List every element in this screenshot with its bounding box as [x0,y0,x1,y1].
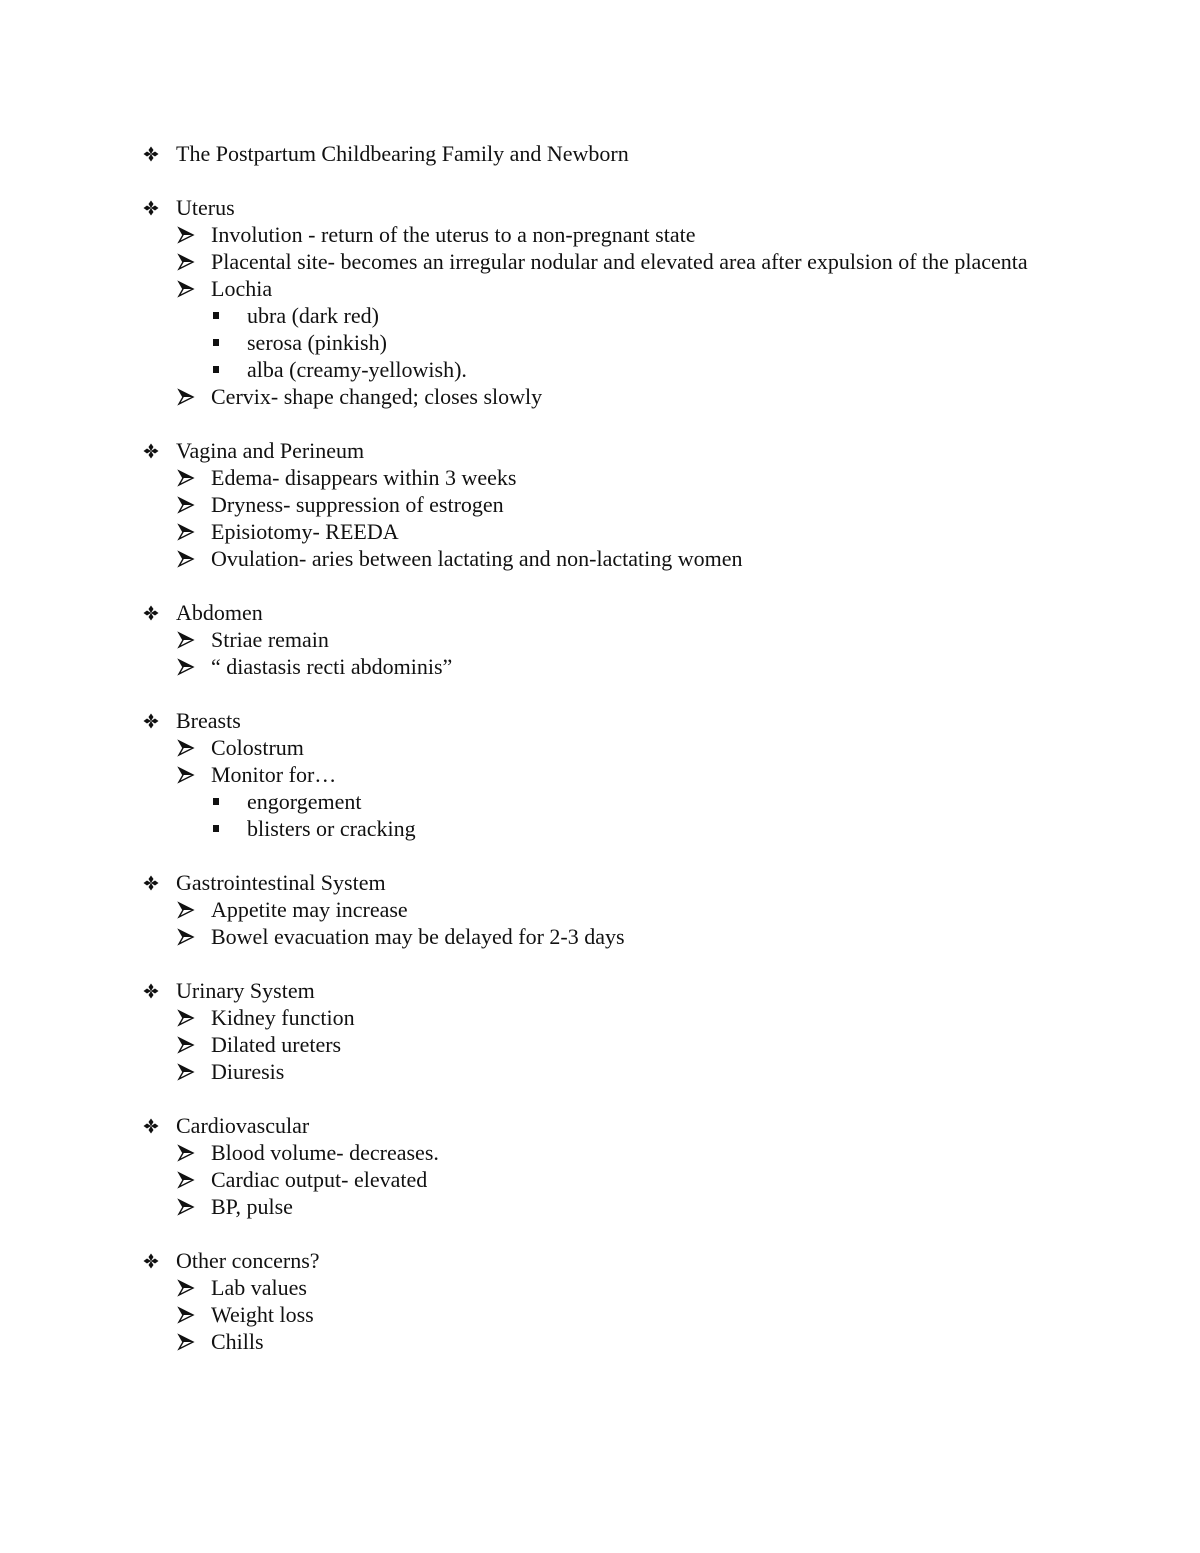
section-other-concerns [0,1247,1200,1355]
arrowhead-bullet-icon [177,518,195,545]
list-item [0,734,1031,761]
section-heading-line [0,1112,1200,1139]
section-heading-line [0,194,1200,221]
list-item [0,761,1031,788]
list-item [0,923,1031,950]
list-item [0,275,1031,302]
arrowhead-bullet-icon [177,1031,195,1058]
document-title-line [0,140,1200,167]
arrowhead-bullet-icon [177,1139,195,1166]
sub-list-item-text: serosa (pinkish) [247,330,387,355]
document-title: The Postpartum Childbearing Family and Newborn [176,141,629,166]
arrowhead-bullet-icon [177,626,195,653]
list-item-text: Cardiac output- elevated [211,1167,428,1192]
list-item-text: BP, pulse [211,1194,293,1219]
section-gastrointestinal-system [0,869,1200,950]
list-item [0,1301,1031,1328]
arrowhead-bullet-icon [177,248,195,275]
list-item [0,464,1031,491]
list-item [0,1058,1031,1085]
sub-list-item [0,815,1200,842]
list-item-text: Bowel evacuation may be delayed for 2-3 days [211,924,625,949]
sub-list-item-text: ubra (dark red) [247,303,379,328]
sub-list-item-text: alba (creamy-yellowish). [247,357,467,382]
list-item [0,383,1031,410]
title-section [0,140,1200,167]
square-bullet-icon [213,798,219,805]
section-uterus [0,194,1200,410]
arrowhead-bullet-icon [177,1004,195,1031]
arrowhead-bullet-icon [177,923,195,950]
diamond-bullet-icon [142,194,160,221]
section-heading: Urinary System [176,978,315,1003]
section-heading: Vagina and Perineum [176,438,365,463]
list-item-text: Edema- disappears within 3 weeks [211,465,517,490]
square-bullet-icon [213,339,219,346]
arrowhead-bullet-icon [177,761,195,788]
list-item-text: Dryness- suppression of estrogen [211,492,504,517]
arrowhead-bullet-icon [177,1274,195,1301]
arrowhead-bullet-icon [177,464,195,491]
diamond-bullet-icon [142,707,160,734]
list-item-text: Placental site- becomes an irregular nodular and elevated area after expulsion of the placenta [211,249,1028,274]
outline-list [0,140,1200,1382]
sub-list-item [0,302,1200,329]
list-item [0,1166,1031,1193]
arrowhead-bullet-icon [177,221,195,248]
section-urinary-system [0,977,1200,1085]
diamond-bullet-icon [142,437,160,464]
arrowhead-bullet-icon [177,275,195,302]
list-item-text: Lochia [211,276,273,301]
list-item [0,545,1031,572]
list-item-text: Episiotomy- REEDA [211,519,399,544]
list-item [0,1328,1031,1355]
arrowhead-bullet-icon [177,1301,195,1328]
list-item [0,1031,1031,1058]
list-item-text: “ diastasis recti abdominis” [211,654,453,679]
list-item [0,1004,1031,1031]
diamond-bullet-icon [142,1112,160,1139]
list-item-text: Kidney function [211,1005,355,1030]
arrowhead-bullet-icon [177,734,195,761]
list-item [0,1139,1031,1166]
list-item [0,221,1031,248]
list-item-text: Chills [211,1329,264,1354]
arrowhead-bullet-icon [177,491,195,518]
list-item [0,491,1031,518]
section-heading: Abdomen [176,600,263,625]
list-item [0,1193,1031,1220]
list-item-text: Colostrum [211,735,304,760]
square-bullet-icon [213,312,219,319]
list-item-text: Appetite may increase [211,897,408,922]
list-item-text: Ovulation- aries between lactating and non-lactating women [211,546,743,571]
section-heading-line [0,1247,1200,1274]
arrowhead-bullet-icon [177,653,195,680]
square-bullet-icon [213,366,219,373]
arrowhead-bullet-icon [177,896,195,923]
section-heading-line [0,437,1200,464]
section-heading: Cardiovascular [176,1113,310,1138]
section-heading-line [0,599,1200,626]
arrowhead-bullet-icon [177,383,195,410]
diamond-bullet-icon [142,140,160,167]
list-item [0,248,1031,275]
list-item-text: Lab values [211,1275,307,1300]
list-item [0,896,1031,923]
diamond-bullet-icon [142,977,160,1004]
arrowhead-bullet-icon [177,1328,195,1355]
section-heading: Uterus [176,195,235,220]
section-heading: Gastrointestinal System [176,870,386,895]
section-abdomen [0,599,1200,680]
section-heading-line [0,869,1200,896]
arrowhead-bullet-icon [177,1166,195,1193]
sub-list-item-text: engorgement [247,789,362,814]
list-item [0,1274,1031,1301]
list-item-text: Involution - return of the uterus to a non-pregnant state [211,222,696,247]
diamond-bullet-icon [142,869,160,896]
list-item-text: Striae remain [211,627,329,652]
list-item-text: Cervix- shape changed; closes slowly [211,384,543,409]
list-item-text: Weight loss [211,1302,314,1327]
section-cardiovascular [0,1112,1200,1220]
arrowhead-bullet-icon [177,545,195,572]
list-item-text: Dilated ureters [211,1032,342,1057]
sub-list-item [0,356,1200,383]
sub-list-item [0,788,1200,815]
square-bullet-icon [213,825,219,832]
list-item [0,626,1031,653]
list-item-text: Blood volume- decreases. [211,1140,439,1165]
arrowhead-bullet-icon [177,1193,195,1220]
section-breasts [0,707,1200,842]
section-heading-line [0,707,1200,734]
sub-list-item-text: blisters or cracking [247,816,416,841]
diamond-bullet-icon [142,599,160,626]
section-heading: Breasts [176,708,241,733]
list-item-text: Monitor for… [211,762,337,787]
section-heading-line [0,977,1200,1004]
sub-list-item [0,329,1200,356]
diamond-bullet-icon [142,1247,160,1274]
list-item [0,518,1031,545]
list-item [0,653,1031,680]
section-heading: Other concerns? [176,1248,320,1273]
section-vagina-and-perineum [0,437,1200,572]
list-item-text: Diuresis [211,1059,285,1084]
arrowhead-bullet-icon [177,1058,195,1085]
